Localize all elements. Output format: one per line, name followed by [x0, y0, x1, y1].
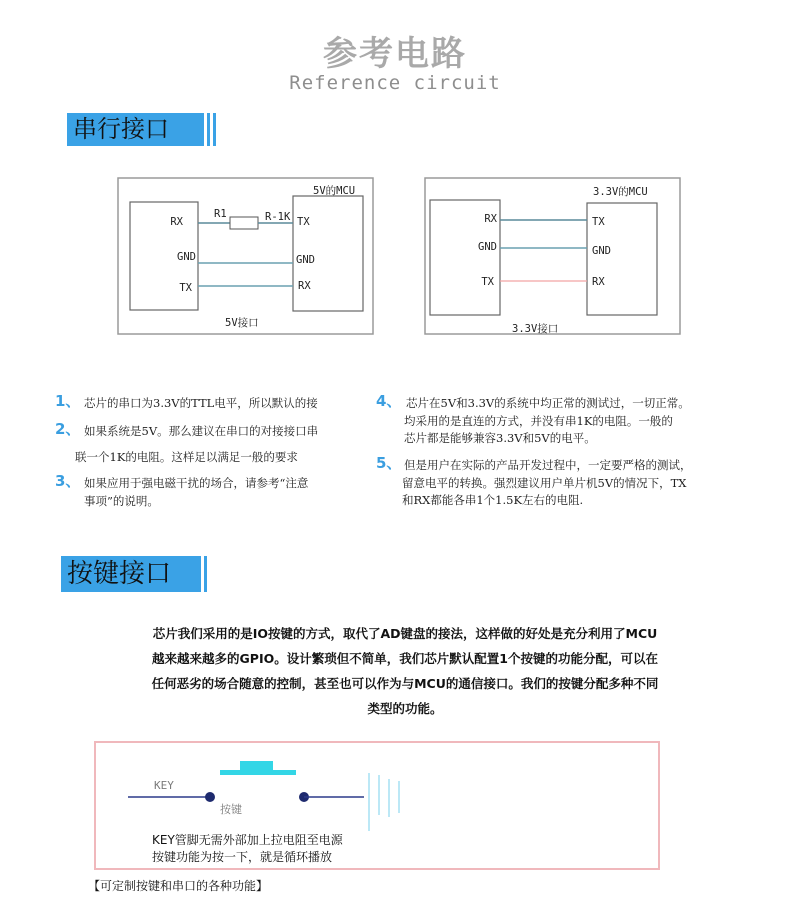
mcu-label: 5V的MCU [313, 185, 356, 197]
serial-diagrams [0, 170, 790, 345]
note-item [376, 454, 756, 514]
note-number: 3、 [55, 472, 81, 490]
resistor-value-label: R-1K [265, 211, 291, 223]
key-description-line: 任何恶劣的场合随意的控制，甚至也可以作为与MCU的通信接口。我们的按键分配多种不同 [151, 676, 659, 691]
key-heading-label: 按键接口 [61, 556, 201, 592]
note-number: 4、 [376, 392, 402, 410]
note-line: 但是用户在实际的产品开发过程中，一定要严格的测试， [404, 458, 692, 472]
key-description-line: 越来越来越多的GPIO。设计繁琐但不简单，我们芯片默认配置1个按键的功能分配，可以在 [152, 651, 658, 666]
pin-label: TX [297, 216, 310, 228]
pin-label: TX [592, 216, 605, 228]
key-description [60, 621, 750, 721]
pin-label: GND [478, 241, 497, 253]
note-line: 留意电平的转换。强烈建议用户单片机5V的情况下，TX [402, 476, 687, 490]
note-item [55, 472, 365, 516]
mcu-label: 3.3V的MCU [593, 186, 648, 198]
note-line: 联一个1K的电阻。这样足以满足一般的要求 [75, 450, 298, 464]
pin-label: GND [177, 251, 196, 263]
note-line: 芯片在5V和3.3V的系统中均正常的测试过，一切正常。 [406, 396, 690, 410]
key-description-line: 类型的功能。 [367, 701, 443, 716]
note-item [55, 418, 365, 472]
pin-label: GND [592, 245, 611, 257]
pin-label: TX [179, 282, 192, 294]
key-note-line: 按键功能为按一下，就是循环播放 [152, 850, 333, 864]
pin-label: TX [481, 276, 494, 288]
heading-bar [201, 113, 204, 146]
note-line: 均采用的是直连的方式，并没有串1K的电阻。一般的 [404, 414, 673, 428]
heading-bar [198, 556, 201, 592]
page-subtitle: Reference circuit [289, 72, 501, 94]
note-line: 如果应用于强电磁干扰的场合，请参考“注意 [84, 476, 309, 490]
note-number: 2、 [55, 420, 81, 438]
heading-bar [213, 113, 216, 146]
notes-right [376, 392, 756, 514]
note-number: 5、 [376, 454, 402, 472]
contact-dot [205, 792, 215, 802]
key-description-line: 芯片我们采用的是IO按键的方式，取代了AD键盘的接法，这样做的好处是充分利用了MCU [152, 626, 658, 641]
key-label: KEY [154, 779, 174, 792]
note-number: 1、 [55, 392, 81, 410]
pin-label: RX [592, 276, 605, 288]
key-diagram-box [94, 741, 660, 870]
resistor [230, 217, 258, 229]
diagram-caption: 5V接口 [225, 317, 259, 329]
note-item [55, 392, 365, 418]
key-note-line: KEY管脚无需外部加上拉电阻至电源 [152, 833, 343, 847]
note-line: 芯片都是能够兼容3.3V和5V的电平。 [404, 431, 596, 445]
button-bar [220, 770, 296, 775]
diagram-caption: 3.3V接口 [512, 323, 559, 335]
resistor-label: R1 [214, 208, 227, 220]
note-line: 和RX都能各串1个1.5K左右的电阻. [402, 493, 584, 507]
note-line: 芯片的串口为3.3V的TTL电平，所以默认的接 [84, 396, 318, 410]
heading-bar [204, 556, 207, 592]
pin-label: RX [170, 216, 183, 228]
pin-label: RX [298, 280, 311, 292]
notes-left [55, 392, 365, 516]
diagram-3v3 [425, 178, 680, 335]
footer-note: 【可定制按键和串口的各种功能】 [88, 879, 269, 893]
page-title: 参考电路 [323, 34, 467, 74]
diagram-5v [118, 178, 373, 334]
note-line: 事项”的说明。 [84, 494, 159, 508]
pin-label: GND [296, 254, 315, 266]
note-line: 如果系统是5V。那么建议在串口的对接接口串 [84, 424, 319, 438]
button-cap [240, 761, 273, 771]
button-label: 按键 [220, 803, 242, 816]
pin-label: RX [484, 213, 497, 225]
note-item [376, 392, 756, 454]
heading-bar [207, 113, 210, 146]
serial-heading-label: 串行接口 [67, 113, 204, 146]
